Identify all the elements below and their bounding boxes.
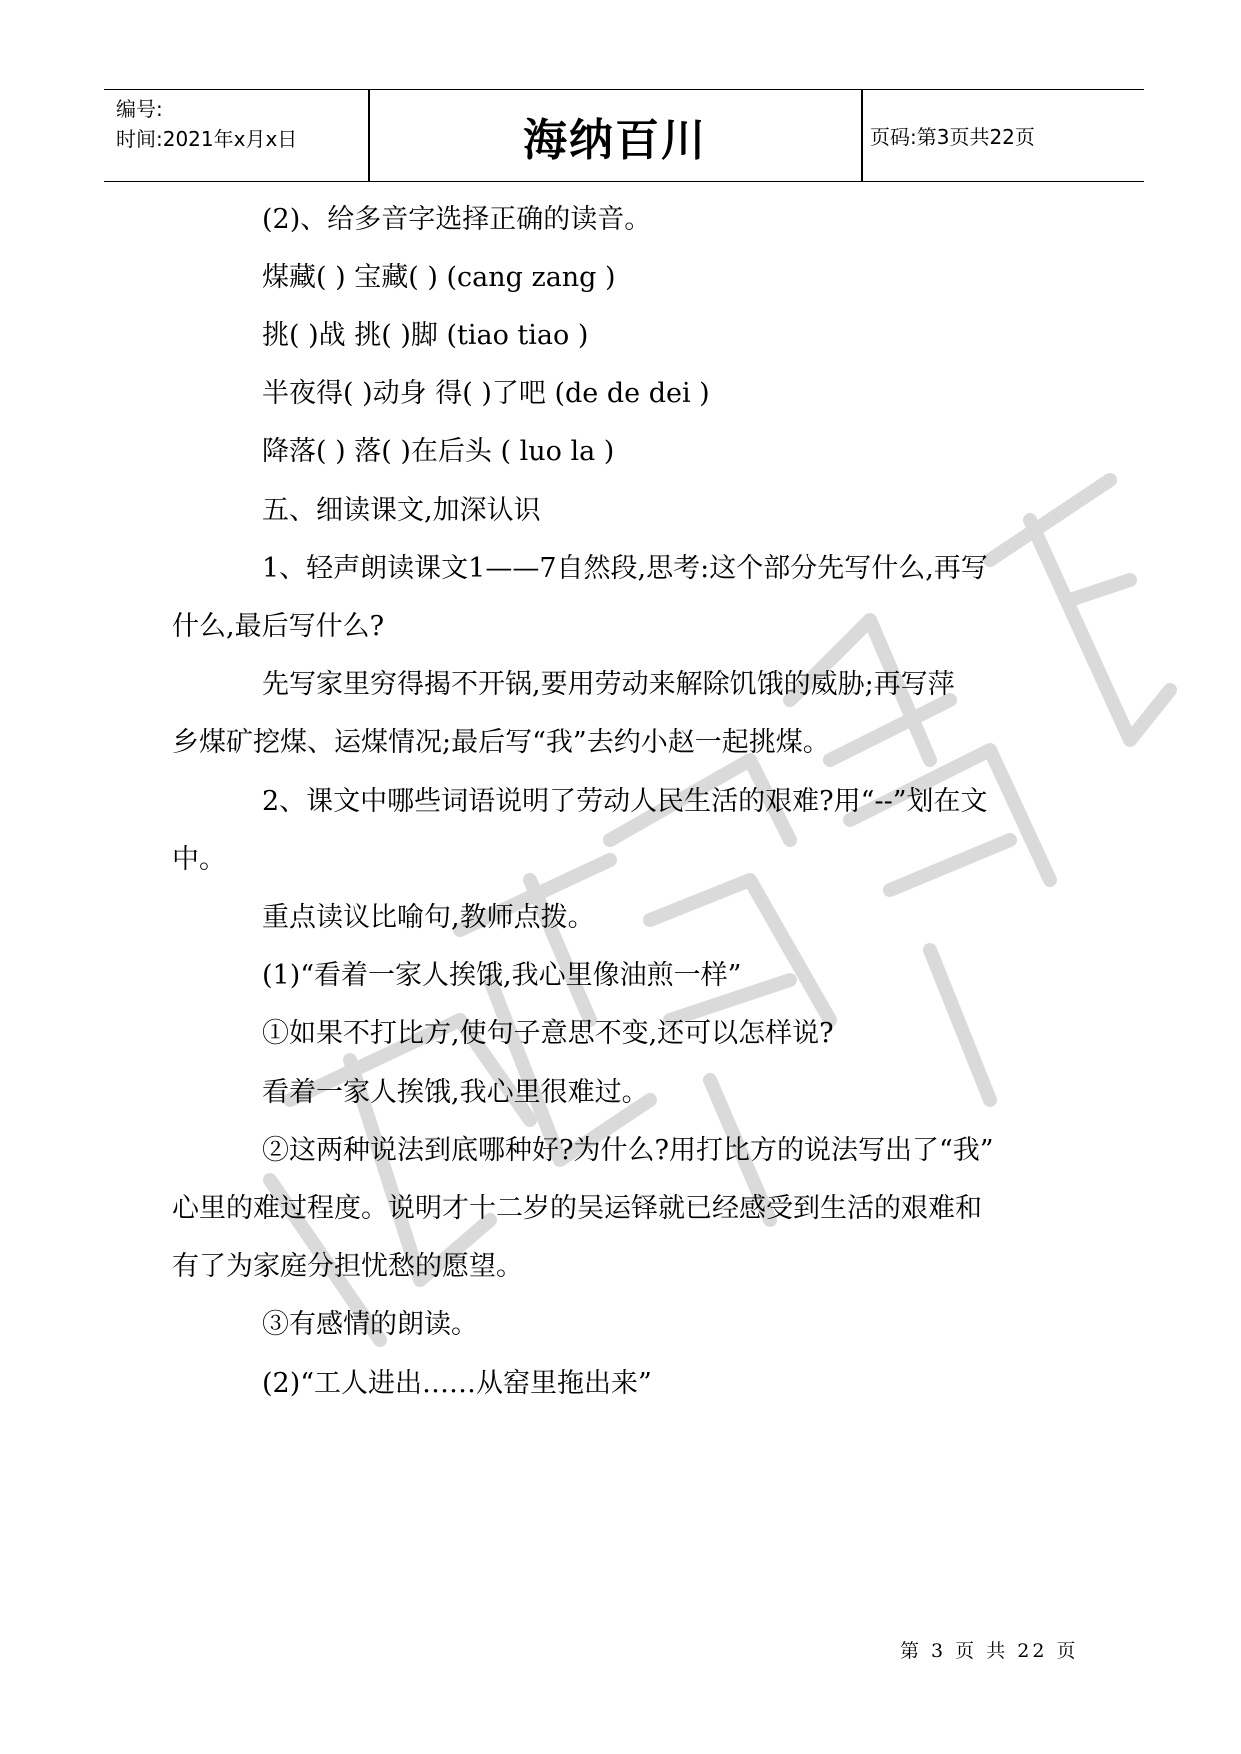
text-line: 什么,最后写什么? [172,611,385,642]
text-line: 半夜得( )动身 得( )了吧 (de de dei ) [262,378,710,409]
text-line: (2)“工人进出……从窑里拖出来” [262,1368,652,1399]
text-line: ①如果不打比方,使句子意思不变,还可以怎样说? [262,1018,834,1049]
text-line: 先写家里穷得揭不开锅,要用劳动来解除饥饿的威胁;再写萍 [262,669,955,700]
header-divider-right [861,90,863,181]
text-line: 心里的难过程度。说明才十二岁的吴运铎就已经感受到生活的艰难和 [172,1193,982,1224]
header-page-info: 页码:第3页共22页 [870,125,1035,149]
text-line: (2)、给多音字选择正确的读音。 [262,204,652,235]
section-heading: 五、细读课文,加深认识 [262,495,541,526]
text-line: 挑( )战 挑( )脚 (tiao tiao ) [262,320,589,351]
header-meta [116,94,366,154]
text-line: 有了为家庭分担忧愁的愿望。 [172,1251,523,1282]
header-title: 海纳百川 [523,114,707,166]
text-line: ②这两种说法到底哪种好?为什么?用打比方的说法写出了“我” [262,1135,994,1166]
text-line: 看着一家人挨饿,我心里很难过。 [262,1077,649,1108]
text-line: (1)“看着一家人挨饿,我心里像油煎一样” [262,960,742,991]
text-line: ③有感情的朗读。 [262,1309,478,1340]
text-line: 降落( ) 落( )在后头 ( luo la ) [262,436,615,467]
text-line: 2、课文中哪些词语说明了劳动人民生活的艰难?用“--”划在文 [262,786,988,817]
text-line: 中。 [172,844,226,875]
header-number-label: 编号: [116,97,163,121]
text-line: 重点读议比喻句,教师点拨。 [262,902,595,933]
header-date: 时间:2021年x月x日 [116,127,298,151]
text-line: 乡煤矿挖煤、运煤情况;最后写“我”去约小赵一起挑煤。 [172,727,830,758]
page-footer: 第 3 页 共 22 页 [900,1640,1079,1662]
text-line: 煤藏( ) 宝藏( ) (cang zang ) [262,262,616,293]
text-line: 1、轻声朗读课文1——7自然段,思考:这个部分先写什么,再写 [262,553,988,584]
page-header [104,89,1144,182]
